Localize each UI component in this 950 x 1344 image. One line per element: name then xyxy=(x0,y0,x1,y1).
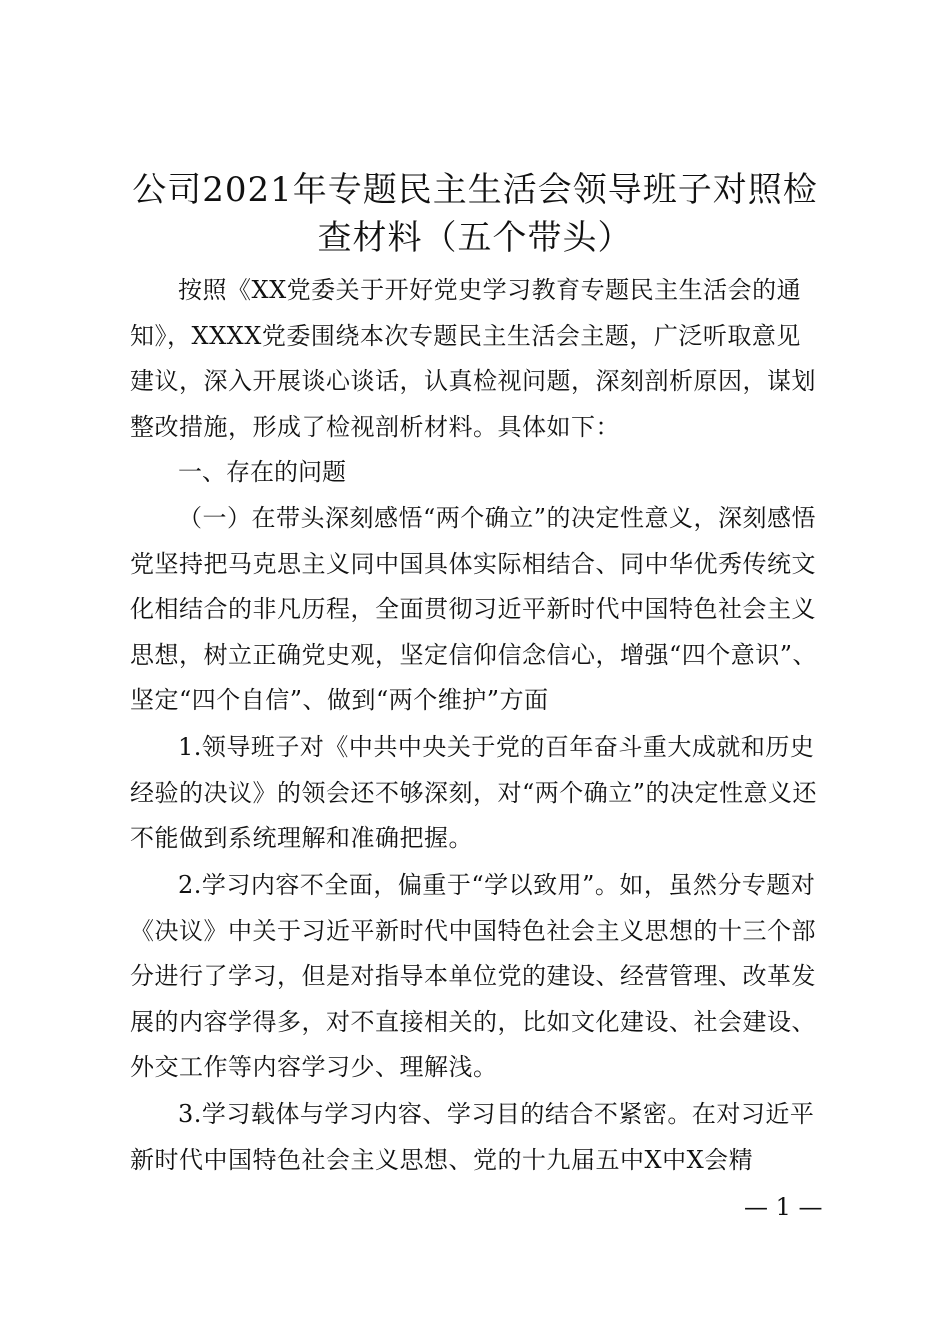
list-item xyxy=(130,725,820,862)
list-item xyxy=(130,863,820,1091)
document-title: 公司2021年专题民主生活会领导班子对照检查材料（五个带头） xyxy=(132,170,818,258)
intro-paragraph xyxy=(130,268,820,450)
intro-text: 按照《XX党委关于开好党史学习教育专题民主生活会的通知》，XXXX党委围绕本次专题民主生活会主题，广泛听取意见建议，深入开展谈心谈话，认真检视问题，深刻剖析原因，谋划整改措施，形成了检视剖析材料。具体如下： xyxy=(130,276,816,441)
list-item xyxy=(130,1092,820,1183)
list-item-text: 3.学习载体与学习内容、学习目的结合不紧密。在对习近平新时代中国特色社会主义思想、党的十九届五中X中X会精 xyxy=(130,1100,815,1174)
page-number: — 1 — xyxy=(744,1193,823,1221)
subsection-heading xyxy=(130,496,820,724)
subsection-heading-text: （一）在带头深刻感悟“两个确立”的决定性意义，深刻感悟党坚持把马克思主义同中国具体实际相结合、同中华优秀传统文化相结合的非凡历程，全面贯彻习近平新时代中国特色社会主义思想，树立正确党史观，坚定信仰信念信心，增强“四个意识”、坚定“四个自信”、做到“两个维护”方面 xyxy=(130,504,818,715)
section-heading: 一、存在的问题 xyxy=(178,458,346,486)
list-item-text: 2.学习内容不全面，偏重于“学以致用”。如，虽然分专题对《决议》中关于习近平新时代中国特色社会主义思想的十三个部分进行了学习，但是对指导本单位党的建设、经营管理、改革发展的内容学得多，对不直接相关的，比如文化建设、社会建设、外交工作等内容学习少、理解浅。 xyxy=(130,871,816,1082)
list-item-text: 1.领导班子对《中共中央关于党的百年奋斗重大成就和历史经验的决议》的领会还不够深刻，对“两个确立”的决定性意义还不能做到系统理解和准确把握。 xyxy=(130,733,818,853)
